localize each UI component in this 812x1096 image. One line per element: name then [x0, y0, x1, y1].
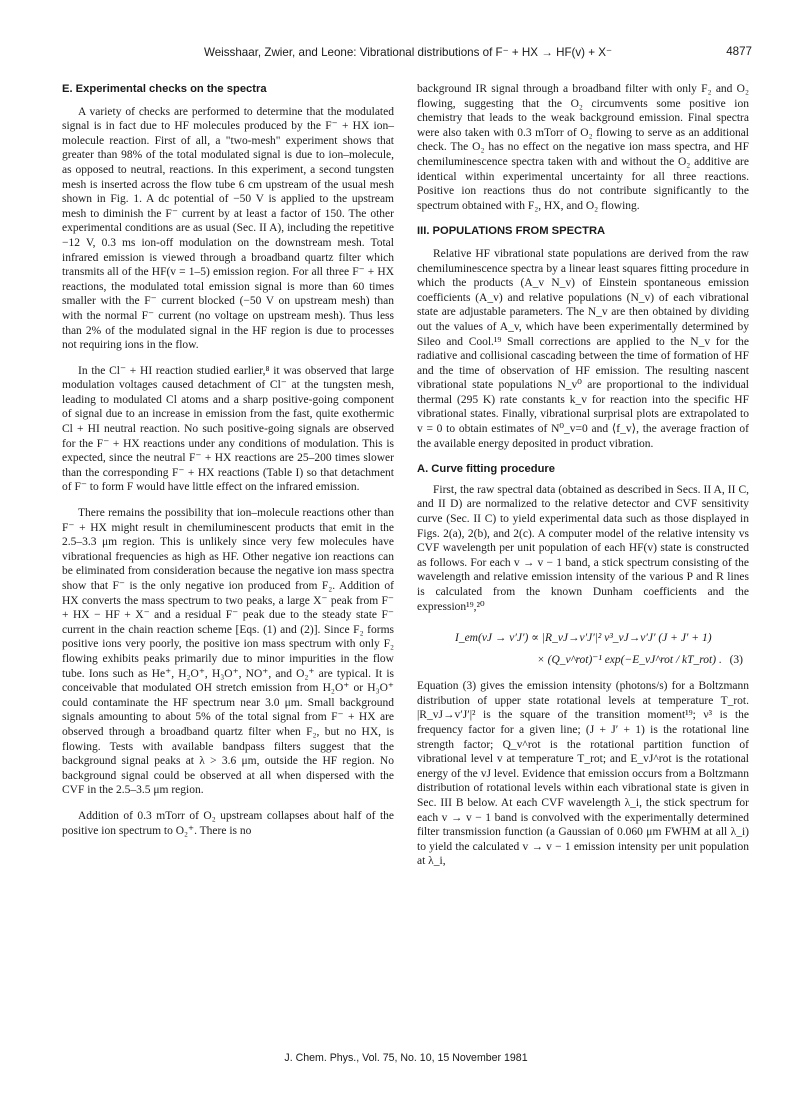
equation-line-2: × (Q_v^rot)⁻¹ exp(−E_vJ^rot / kT_rot) .: [537, 654, 722, 667]
paragraph: Addition of 0.3 mTorr of O₂ upstream collapses about half of the positive ion spectrum to O₂⁺. There is no: [62, 809, 394, 837]
journal-footer: J. Chem. Phys., Vol. 75, No. 10, 15 November 1981: [284, 1052, 528, 1064]
page-number: 4877: [726, 45, 752, 58]
equation-3: [417, 625, 749, 673]
left-column: [62, 82, 394, 849]
paragraph: First, the raw spectral data (obtained as described in Secs. II A, II C, and II D) are normalized to the relative detector and CVF sensitivity curve (Sec. II C) to yield experimental data such as those displayed in Figs. 2(a), 2(b), and 2(c). A computer model of the relative intensity vs CVF wavelength per unit population of each HF(v) state is constructed as follows. For each v → v − 1 band, a stick spectrum consisting of the wavelength and relative emission intensity of the various P and R lines is calculated from the known Dunham coefficients and the expression¹⁹,²⁰: [417, 483, 749, 613]
paragraph: Relative HF vibrational state populations are derived from the raw chemiluminescence spectra by a linear least squares fitting procedure in which the products (A_v N_v) of Einstein spontaneous emission coefficients (A_v) and relative populations (N_v) of each vibrational state are adjustable parameters. The N_v are then obtained by dividing out the values of A_v, which have been experimentally determined by Sileo and Cool.¹⁹ Small corrections are applied to the N_v for the radiative and collisional cascading between the time of formation of HF and the time of observation of HF emission. The resulting nascent vibrational state populations N_v⁰ are proportional to the individual thermal (295 K) rate constants k_v for reaction into the specific HF vibrational states. Finally, vibrational surprisal plots are extrapolated to v = 0 to obtain estimates of N⁰_v=0 and ⟨f_v⟩, the average fraction of the available energy deposited in product vibration.: [417, 247, 749, 450]
right-column: [417, 82, 749, 880]
running-title: Weisshaar, Zwier, and Leone: Vibrational distributions of F⁻ + HX → HF(v) + X⁻: [204, 46, 613, 59]
section-heading-experimental-checks: E. Experimental checks on the spectra: [62, 83, 267, 95]
paragraph: There remains the possibility that ion–molecule reactions other than F⁻ + HX might result in chemiluminescent products that emit in the 2.5–3.3 μm region. This is unlikely since very few molecules have vibrational frequencies as high as HF. Other negative ion reactions can be eliminated from consideration because the negative ion mass spectra show that F⁻ is the only negative ion produced from F₂. Addition of HX converts the mass spectrum to two peaks, a large X⁻ peak from F⁻ + HX − HF + X⁻ and a residual F⁻ peak due to the steady state F⁻ current in the chain reaction scheme [Eqs. (1) and (2)]. Since F₂ forms positive ions very poorly, the positive ion mass spectrum with only F₂ flowing exhibits peaks primarily due to minor impurities in the flow tube. Ions such as He⁺, H₂O⁺, H₃O⁺, NO⁺, and O₂⁺ are typical. It is conceivable that modulated OH stretch emission from H₂O⁺ or H₃O⁺ could contaminate the HF spectrum near 3.0 μm. Small background signals amounting to about 5% of the total signal from F⁻ + HX are observed through a broadband quartz filter when F₂, but no HX, is flowing. Tests with available bandpass filters suggest that the background signal peaks at λ > 3.6 μm, outside the HF region. No background signal could be observed at all when dispersed with the CVF in the 2.5–3.5 μm region.: [62, 507, 394, 797]
section-heading-populations: III. POPULATIONS FROM SPECTRA: [417, 225, 606, 238]
equation-line-1: I_em(vJ → v′J′) ∝ |R_vJ→v′J′|² ν³_vJ→v′J′ (J + J′ + 1): [455, 632, 712, 645]
paragraph: In the Cl⁻ + HI reaction studied earlier,⁸ it was observed that large modulation voltages caused detachment of Cl⁻ at the tungsten mesh, leading to modulated Cl atoms and a sharp positive-going component of signal due to an increase in emission from the fast, quite exothermic Cl + HI neutral reaction. No such positive-going signals are observed for the F⁻ + HX reactions under any conditions of modulation. This is expected, since the neutral F⁻ + HX reactions are 25–200 times slower than the corresponding F⁻ + HX reactions (Table I) so that detachment of F⁻ to form F would have little effect on the infrared emission.: [62, 364, 394, 494]
paragraph: A variety of checks are performed to determine that the modulated signal is in fact due to HF molecules produced by the F⁻ + HX ion–molecule reaction. First of all, a "two-mesh" experiment shows that greater than 98% of the total modulated signal is due to ion–molecule, as opposed to neutral, reactions. In this experiment, a second tungsten mesh is inserted across the flow tube 6 cm upstream of the usual mesh shown in Fig. 1. A dc potential of −50 V is applied to the upstream mesh to diminish the F⁻ current by at least a factor of 150. The other experimental conditions are as usual (Sec. II A), including the repetitive −12 V, 0.3 ms ion-off modulation on the downstream mesh. Total infrared emission is viewed through a broadband quartz filter which transmits all of the HF(v = 1–5) emission region. For all three F⁻ + HX reactions, the modulated total emission signal is more than 60 times smaller with the F⁻ current blocked (−50 V on upstream mesh) than with the normal F⁻ current (no voltage on upstream mesh). Thus less than 2% of the modulated signal in the HF region is due to processes not requiring ions in the flow.: [62, 105, 394, 352]
paragraph-continuation: background IR signal through a broadband filter with only F₂ and O₂ flowing, suggesting that the O₂ circumvents some positive ion chemistry that leads to the weak background emission. Final spectra were also taken with 0.3 mTorr of O₂ flowing to serve as an additional check. The O₂ has no effect on the negative ion mass spectra, and HF chemiluminescence spectra taken with and without the O₂ additive are identical within experimental uncertainty for all three reactions. Positive ion reactions thus do not contribute significantly to the spectrum obtained with F₂, HX, and O₂ flowing.: [417, 83, 749, 212]
subsection-heading-curve-fitting: A. Curve fitting procedure: [417, 463, 555, 476]
paragraph: Equation (3) gives the emission intensity (photons/s) for a Boltzmann distribution of upper state rotational levels at temperature T_rot. |R_vJ→v′J′|² is the square of the transition moment¹⁹; ν³ is the frequency factor for a given line; (J + J′ + 1) is the rotational line strength factor; Q_v^rot is the rotational partition function of vibrational level v at temperature T_rot; and E_vJ^rot is the rotational energy of the vJ level. Evidence that emission occurs from a Boltzmann distribution of rotational levels within each vibrational state is given in Sec. III B below. At each CVF wavelength λ_i, the stick spectrum for each v → v − 1 band is convolved with the experimentally determined filter transmission function (a Gaussian of 0.060 μm FWHM at all λ_i) to yield the calculated v → v − 1 emission intensity per unit population at λ_i,: [417, 680, 749, 868]
equation-number: (3): [729, 654, 743, 667]
